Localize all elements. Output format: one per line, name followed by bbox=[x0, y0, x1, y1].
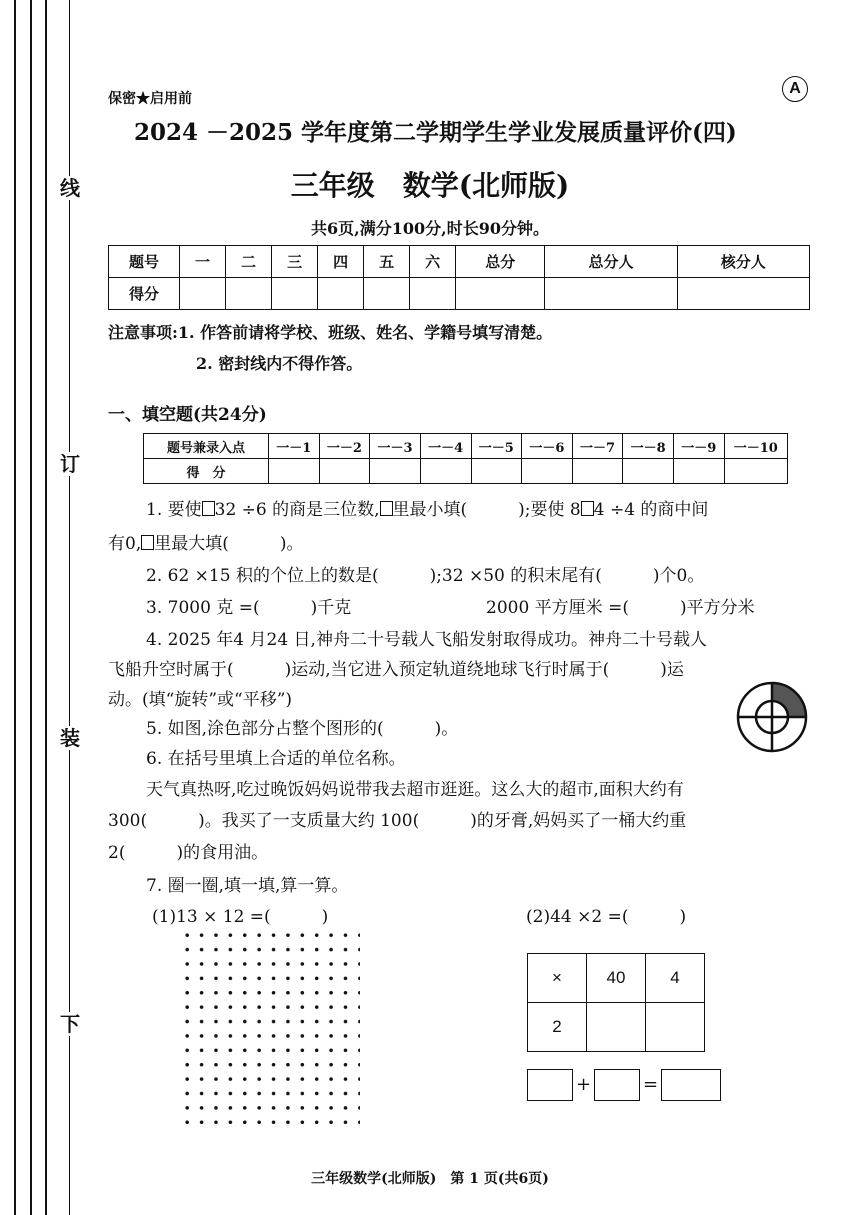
exam-title: 2024 －2025 学年度第二学期学生学业发展质量评价(四) bbox=[134, 119, 737, 146]
section-1-header-cell: 一－2 bbox=[319, 434, 370, 459]
section-1-header-cell: 一－4 bbox=[420, 434, 471, 459]
section-1-header-row bbox=[144, 434, 788, 459]
section-1-header-cell: 一－8 bbox=[623, 434, 674, 459]
score-table-value-row bbox=[109, 278, 810, 310]
question-1-line-2 bbox=[108, 529, 304, 554]
question-4-line-3: 动。(填“旋转”或“平移”) bbox=[108, 690, 293, 710]
mult-col-header: 40 bbox=[587, 954, 646, 1003]
question-4-line-1: 4. 2025 年4 月24 日,神舟二十号载人飞船发射取得成功。神舟二十号载人 bbox=[146, 630, 707, 650]
score-table-header-row bbox=[109, 246, 810, 278]
blank-box bbox=[141, 535, 154, 550]
section-1-header-cell: 一－5 bbox=[471, 434, 522, 459]
equals-sign: = bbox=[643, 1074, 659, 1095]
section-1-header-cell: 一－3 bbox=[370, 434, 421, 459]
section-1-header-cell: 一－9 bbox=[674, 434, 725, 459]
question-7: 7. 圈一圈,填一填,算一算。 bbox=[146, 876, 349, 896]
section-1-score-cell[interactable] bbox=[674, 459, 725, 484]
section-1-header-cell: 一－6 bbox=[522, 434, 573, 459]
section-1-score-table bbox=[143, 433, 788, 484]
mult-header-row bbox=[528, 954, 705, 1003]
section-1-header-cell: 题号兼录入点 bbox=[144, 434, 269, 459]
question-1-text: 4 ÷4 的商中间 bbox=[593, 500, 709, 520]
score-cell[interactable] bbox=[677, 278, 809, 310]
mult-answer-cell[interactable] bbox=[646, 1003, 705, 1052]
blank-box bbox=[202, 501, 215, 516]
notes-line-2: 2. 密封线内不得作答。 bbox=[196, 354, 363, 373]
score-header-cell: 六 bbox=[410, 246, 456, 278]
exam-info: 共6页,满分100分,时长90分钟。 bbox=[311, 219, 549, 238]
score-header-cell: 四 bbox=[318, 246, 364, 278]
score-header-cell: 一 bbox=[180, 246, 226, 278]
question-1-line-1 bbox=[146, 495, 708, 520]
mult-col-header: 4 bbox=[646, 954, 705, 1003]
question-7-part-2: (2)44 ×2 =( ) bbox=[526, 907, 687, 927]
question-6-line-3: 2( )的食用油。 bbox=[108, 843, 269, 863]
score-cell[interactable] bbox=[456, 278, 545, 310]
section-1-score-cell[interactable] bbox=[623, 459, 674, 484]
blank-box bbox=[581, 501, 594, 516]
score-header-cell: 题号 bbox=[109, 246, 180, 278]
confidential-mark: 保密★启用前 bbox=[108, 91, 192, 107]
score-header-cell: 核分人 bbox=[677, 246, 809, 278]
score-cell[interactable] bbox=[410, 278, 456, 310]
version-badge bbox=[782, 76, 808, 102]
section-1-score-cell[interactable] bbox=[724, 459, 787, 484]
section-1-header-cell: 一－7 bbox=[572, 434, 623, 459]
blank-box bbox=[380, 501, 393, 516]
question-3-part-a: 3. 7000 克 =( )千克 bbox=[146, 598, 352, 618]
question-1-text: 1. 要使 bbox=[146, 500, 202, 520]
score-row-label: 得分 bbox=[109, 278, 180, 310]
question-1-text: 里最大填( )。 bbox=[154, 534, 304, 554]
section-1-score-cell[interactable] bbox=[370, 459, 421, 484]
score-cell[interactable] bbox=[180, 278, 226, 310]
dot-grid[interactable] bbox=[180, 928, 360, 1128]
score-header-cell: 总分 bbox=[456, 246, 545, 278]
question-5: 5. 如图,涂色部分占整个图形的( )。 bbox=[146, 719, 459, 739]
section-1-row-label: 得 分 bbox=[144, 459, 269, 484]
score-header-cell: 总分人 bbox=[545, 246, 677, 278]
version-letter: A bbox=[789, 80, 801, 97]
section-1-score-cell[interactable] bbox=[319, 459, 370, 484]
score-header-cell: 五 bbox=[364, 246, 410, 278]
section-1-title: 一、填空题(共24分) bbox=[108, 405, 267, 425]
question-6: 6. 在括号里填上合适的单位名称。 bbox=[146, 749, 406, 769]
section-1-score-cell[interactable] bbox=[471, 459, 522, 484]
question-1-text: 有0, bbox=[108, 534, 142, 554]
notes-line-1: 注意事项:1. 作答前请将学校、班级、姓名、学籍号填写清楚。 bbox=[108, 323, 553, 342]
multiplication-table bbox=[527, 953, 705, 1052]
score-cell[interactable] bbox=[272, 278, 318, 310]
section-1-score-cell[interactable] bbox=[522, 459, 573, 484]
question-3-part-b: 2000 平方厘米 =( )平方分米 bbox=[486, 598, 755, 618]
question-1-text: 32 ÷6 的商是三位数, bbox=[214, 500, 380, 520]
shaded-circle-figure bbox=[735, 680, 809, 754]
answer-box-2[interactable] bbox=[594, 1069, 640, 1101]
section-1-header-cell: 一－1 bbox=[269, 434, 320, 459]
seal-label-line: 线 bbox=[60, 176, 80, 200]
score-header-cell: 三 bbox=[272, 246, 318, 278]
section-1-score-cell[interactable] bbox=[269, 459, 320, 484]
seal-label-xia: 下 bbox=[60, 1012, 80, 1036]
section-1-header-cell: 一－10 bbox=[724, 434, 787, 459]
seal-label-zhuang: 装 bbox=[60, 726, 80, 750]
question-6-line-1: 天气真热呀,吃过晚饭妈妈说带我去超市逛逛。这么大的超市,面积大约有 bbox=[146, 780, 684, 800]
page-footer: 三年级数学(北师版) 第 1 页(共6页) bbox=[311, 1171, 549, 1187]
score-cell[interactable] bbox=[318, 278, 364, 310]
mult-body-row bbox=[528, 1003, 705, 1052]
mult-answer-cell[interactable] bbox=[587, 1003, 646, 1052]
score-table bbox=[108, 245, 810, 310]
seal-label-ding: 订 bbox=[60, 452, 80, 476]
question-6-line-2: 300( )。我买了一支质量大约 100( )的牙膏,妈妈买了一桶大约重 bbox=[108, 811, 687, 831]
exam-subtitle: 三年级 数学(北师版) bbox=[290, 169, 570, 202]
answer-box-1[interactable] bbox=[527, 1069, 573, 1101]
score-cell[interactable] bbox=[364, 278, 410, 310]
section-1-score-cell[interactable] bbox=[572, 459, 623, 484]
mult-row-header: 2 bbox=[528, 1003, 587, 1052]
score-cell[interactable] bbox=[545, 278, 677, 310]
question-7-part-1: (1)13 × 12 =( ) bbox=[152, 907, 329, 927]
answer-box-3[interactable] bbox=[661, 1069, 721, 1101]
question-1-text: 里最小填( );要使 8 bbox=[392, 500, 581, 520]
mult-operator-cell: × bbox=[528, 954, 587, 1003]
section-1-value-row bbox=[144, 459, 788, 484]
question-2: 2. 62 ×15 积的个位上的数是( );32 ×50 的积末尾有( )个0。 bbox=[146, 566, 705, 586]
section-1-score-cell[interactable] bbox=[420, 459, 471, 484]
score-cell[interactable] bbox=[226, 278, 272, 310]
score-header-cell: 二 bbox=[226, 246, 272, 278]
question-4-line-2: 飞船升空时属于( )运动,当它进入预定轨道绕地球飞行时属于( )运 bbox=[108, 660, 684, 680]
plus-sign: + bbox=[576, 1074, 592, 1095]
